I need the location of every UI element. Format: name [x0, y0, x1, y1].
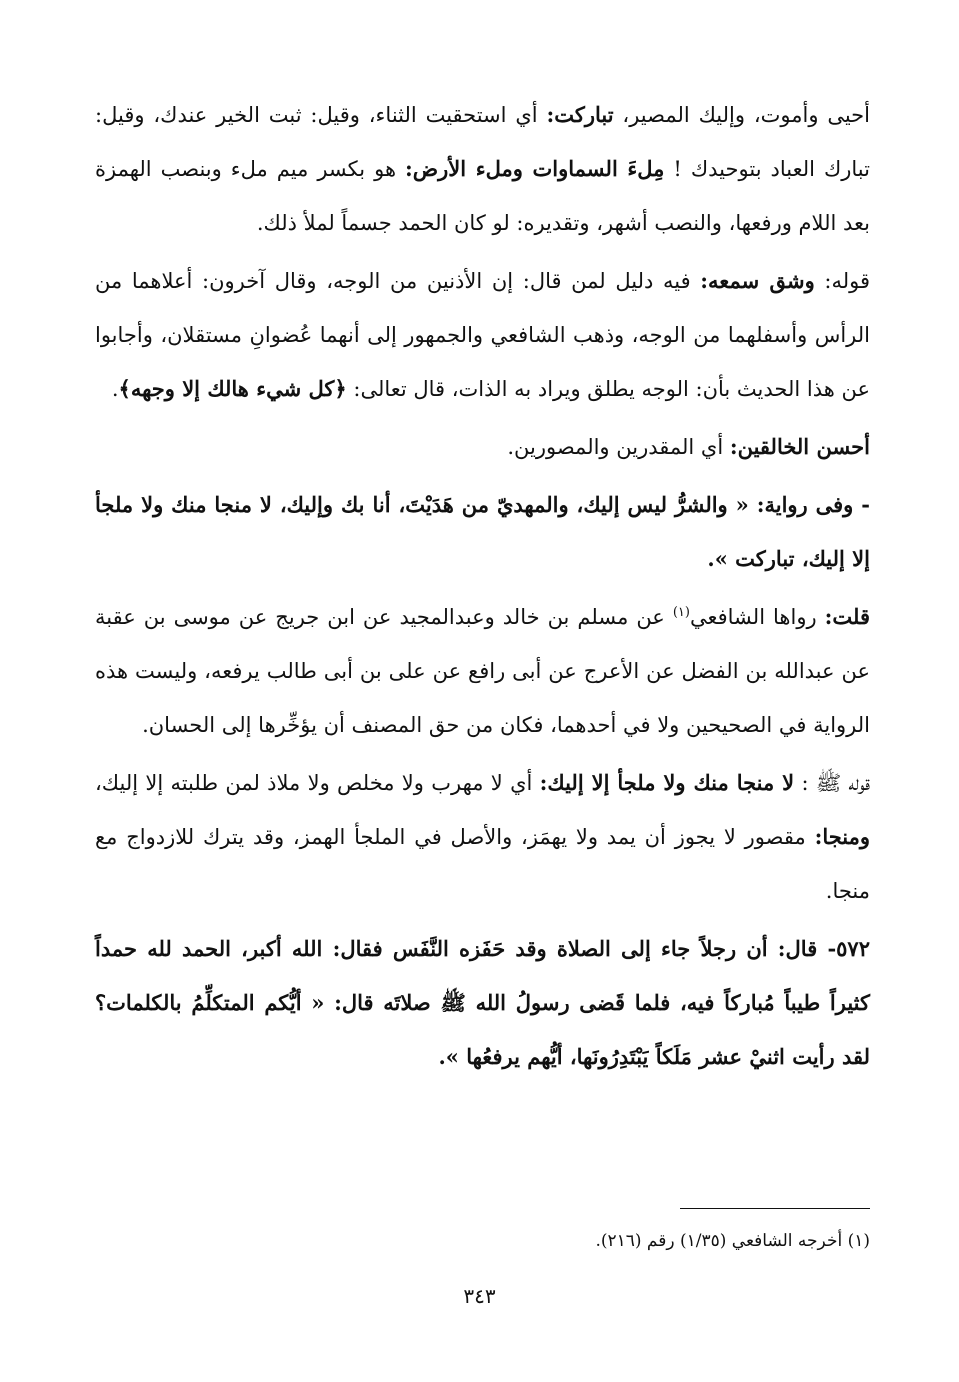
text-segment: أي استحقيت الثناء، وقيل: ثبت الخير عندك، وقيل: تبارك العباد بتوحيدك ! [95, 103, 870, 181]
text-segment: هو بكسر ميم ملء وبنصب الهمزة بعد اللام ورفعها، والنصب أشهر، وتقديره: لو كان الحمد جسماً لملأ ذلك. [95, 157, 870, 235]
paragraph [95, 922, 870, 1084]
text-segment: مقصور لا يجوز أن يمد ولا يهمَز، والأصل في الملجأ الهمز، وقد يترك للازدواج مع منجا. [95, 825, 870, 903]
paragraph [95, 254, 870, 416]
paragraph [95, 756, 870, 918]
bold-text-segment: وشق سمعه: [700, 268, 815, 293]
text-segment: . [111, 377, 119, 401]
bold-text-segment: ﴿كل شيء هالك إلا وجهه﴾ [118, 376, 347, 401]
text-segment: فيه دليل لمن قال: إن الأذنين من الوجه، وقال آخرون: أعلاهما من الرأس وأسفلهما من الوجه، وذهب الشافعي والجمهور إلى أنهما عُضوانِ مستقلان، وأجابوا عن هذا الحديث بأن: الوجه يطلق ويراد به الذات، قال تعالى: [95, 269, 870, 401]
main-text-body [95, 88, 870, 1088]
text-segment: أي لا مهرب ولا مخلص ولا ملاذ لمن طلبته إلا إليك، [95, 771, 540, 795]
text-segment: أحيى وأموت، وإليك المصير، [613, 103, 870, 127]
text-segment: رواها الشافعي [689, 605, 825, 629]
text-segment: أي المقدرين والمصورين. [507, 435, 730, 459]
bold-text-segment: تباركت: [546, 102, 614, 127]
paragraph [95, 420, 870, 474]
bold-text-segment: قلت: [824, 604, 870, 629]
paragraph [95, 88, 870, 250]
paragraph [95, 590, 870, 752]
text-segment: قوله ﷺ : [794, 771, 870, 795]
text-segment: عن مسلم بن خالد وعبدالمجيد عن ابن جريج عن موسى بن عقبة عن عبدالله بن الفضل عن الأعرج عن أبى رافع عن على بن أبى طالب يرفعه، وليست هذه الرواية في الصحيحين ولا في أحدهما، فكان من حق المصنف أن يؤخِّرها إلى الحسان. [95, 605, 870, 737]
page-number: ٣٤٣ [463, 1284, 496, 1308]
bold-text-segment: لا منجا منك ولا ملجأ إلا إليك: [539, 770, 795, 795]
bold-text-segment: ومنجا: [814, 824, 870, 849]
footnote-marker: (١) [672, 605, 690, 620]
bold-text-segment: مِلءَ السماوات وملء الأرض: [405, 156, 665, 181]
bold-text-segment: أحسن الخالقين: [729, 434, 870, 459]
text-segment: قوله: [814, 269, 870, 293]
bold-text-segment: ٥٧٢- قال: أن رجلاً جاء إلى الصلاة وقد حَفَزه النَّفَس فقال: الله أكبر، الحمد لله حمداً كثيراً طيباً مُباركاً فيه، فلما قَضى رسولُ الله ﷺ صلاتَه قال: « أيُّكم المتكلِّمُ بالكلمات؟ لقد رأيت اثنيْ عشر مَلَكاً يَبْتَدِرُونَها، أيُّهم يرفعُها ». [95, 936, 870, 1069]
footnote-divider [680, 1208, 870, 1209]
paragraph [95, 478, 870, 586]
footnote: (١) أخرجه الشافعي (١/٣٥) رقم (٢١٦). [595, 1231, 870, 1251]
bold-text-segment: - وفى رواية: « والشرُّ ليس إليك، والمهديّ من هَدَيْتَ، أنا بك وإليك، لا منجا منك ولا ملجأ إلا إليك، تباركت ». [95, 492, 870, 571]
